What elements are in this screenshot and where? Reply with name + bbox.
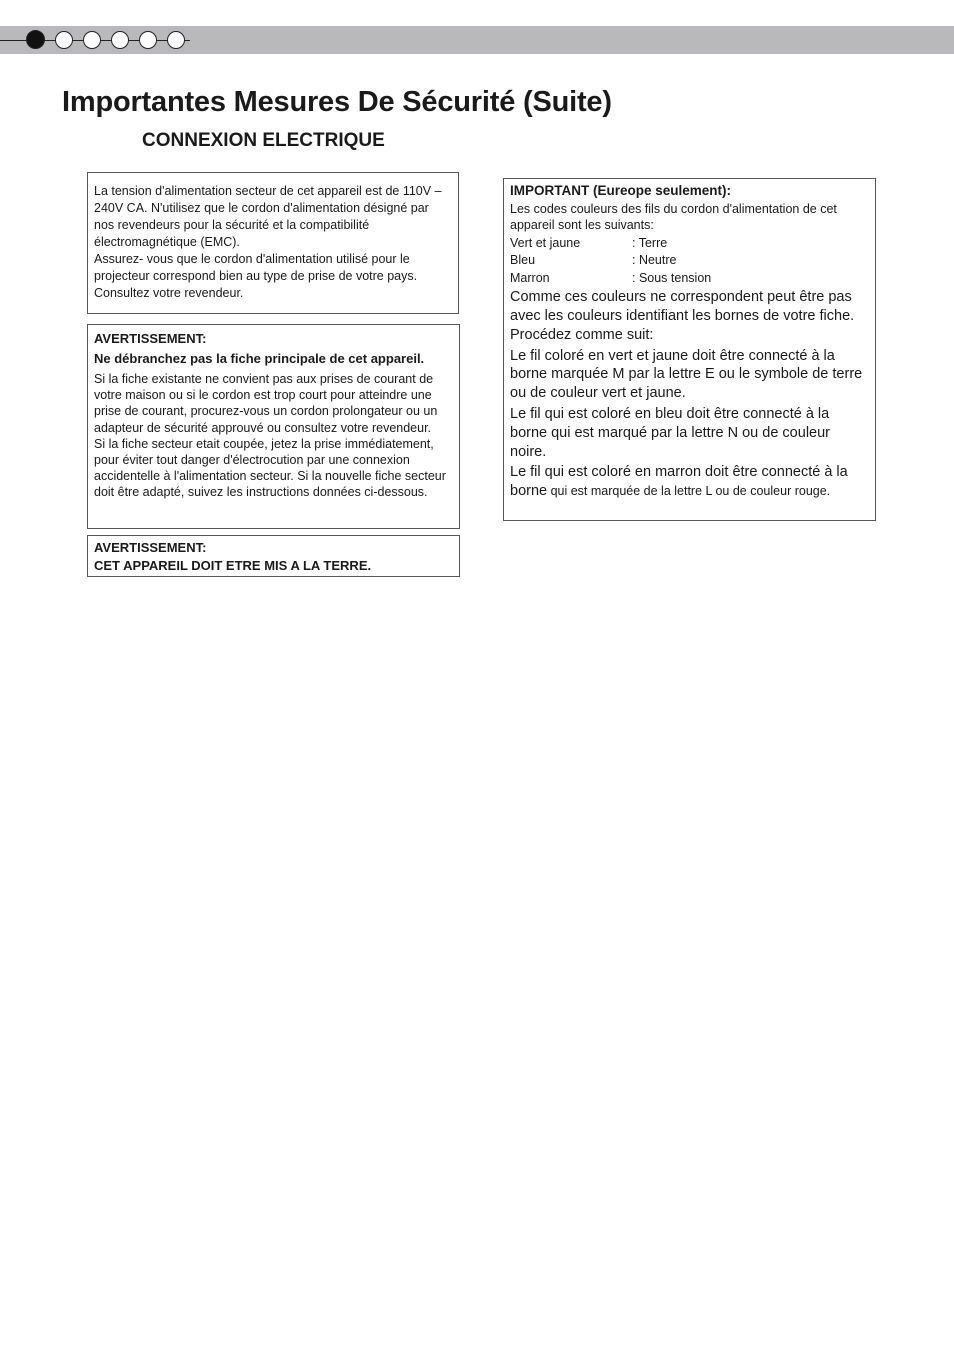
important-para2: Le fil coloré en vert et jaune doit être connecté à la borne marquée M par la lettre E ou le symbole de terre ou de couleur vert et jaune. (510, 347, 863, 402)
section-title: CONNEXION ELECTRIQUE (142, 130, 385, 151)
important-para4 (510, 463, 869, 501)
important-para1: Comme ces couleurs ne correspondent peut être pas avec les couleurs identifiant les bornes de votre fiche. Procédez comme suit: (510, 289, 855, 343)
warning-heading: AVERTISSEMENT: (94, 540, 207, 555)
wire-color: Bleu (510, 253, 536, 268)
step-dot (167, 31, 185, 49)
warning-earth-text: CET APPAREIL DOIT ETRE MIS A LA TERRE. (94, 558, 372, 573)
step-dot-active (26, 30, 45, 49)
important-europe-box (503, 178, 876, 521)
warning-subheading: Ne débranchez pas la fiche principale de cet appareil. (94, 351, 425, 366)
step-dot (83, 31, 101, 49)
wire-color: Vert et jaune (510, 236, 581, 250)
wire-meaning: : Neutre (632, 253, 677, 268)
warning-unplug-box (87, 324, 460, 529)
step-dot (139, 31, 157, 49)
important-para4-end: qui est marquée de la lettre L ou de couleur rouge. (547, 484, 831, 499)
important-para4-start: Le fil qui est coloré en marron doit être connecté à la borne (510, 464, 848, 500)
step-dot (111, 31, 129, 49)
important-heading: IMPORTANT (Eureope seulement): (510, 183, 732, 198)
important-intro: Les codes couleurs des fils du cordon d'alimentation de cet appareil sont les suivants: (510, 202, 837, 232)
page-title: Importantes Mesures De Sécurité (Suite) (62, 86, 612, 118)
wire-row-live (510, 270, 869, 287)
step-dot (55, 31, 73, 49)
wire-row-earth (510, 235, 869, 252)
important-para3: Le fil qui est coloré en bleu doit être connecté à la borne qui est marqué par la lettre N ou de couleur noire. (510, 406, 830, 460)
wire-row-neutral (510, 252, 869, 269)
power-notice-para1: La tension d'alimentation secteur de cet appareil est de 110V – 240V CA. N'utilisez que le cordon d'alimentation désigné par nos revendeurs pour la sécurité et la compatibilité électromagnétique (EMC). (94, 184, 442, 249)
warning-earth-box (87, 535, 460, 577)
warning-para1: Si la fiche existante ne convient pas aux prises de courant de votre maison ou si le cordon est trop court pour atteindre une prise de courant, procurez-vous un cordon prolongateur ou un adapteur de sécurité approuvé ou consultez votre revendeur. (94, 372, 438, 435)
wire-meaning: : Sous tension (632, 270, 712, 285)
power-notice-para2: Assurez- vous que le cordon d'alimentation utilisé pour le projecteur correspond bien au type de prise de votre pays. Consultez votre revendeur. (94, 252, 418, 300)
warning-para2: Si la fiche secteur etait coupée, jetez la prise immédiatement, pour éviter tout danger d'électrocution par une connexion accidentelle à l'alimentation secteur. Si la nouvelle fiche secteur doit être adapté, suivez les instructions données ci-dessous. (94, 436, 446, 500)
wire-color: Marron (510, 270, 550, 285)
power-notice-box (87, 172, 459, 314)
wire-meaning: : Terre (632, 236, 668, 250)
warning-heading: AVERTISSEMENT: (94, 331, 207, 346)
